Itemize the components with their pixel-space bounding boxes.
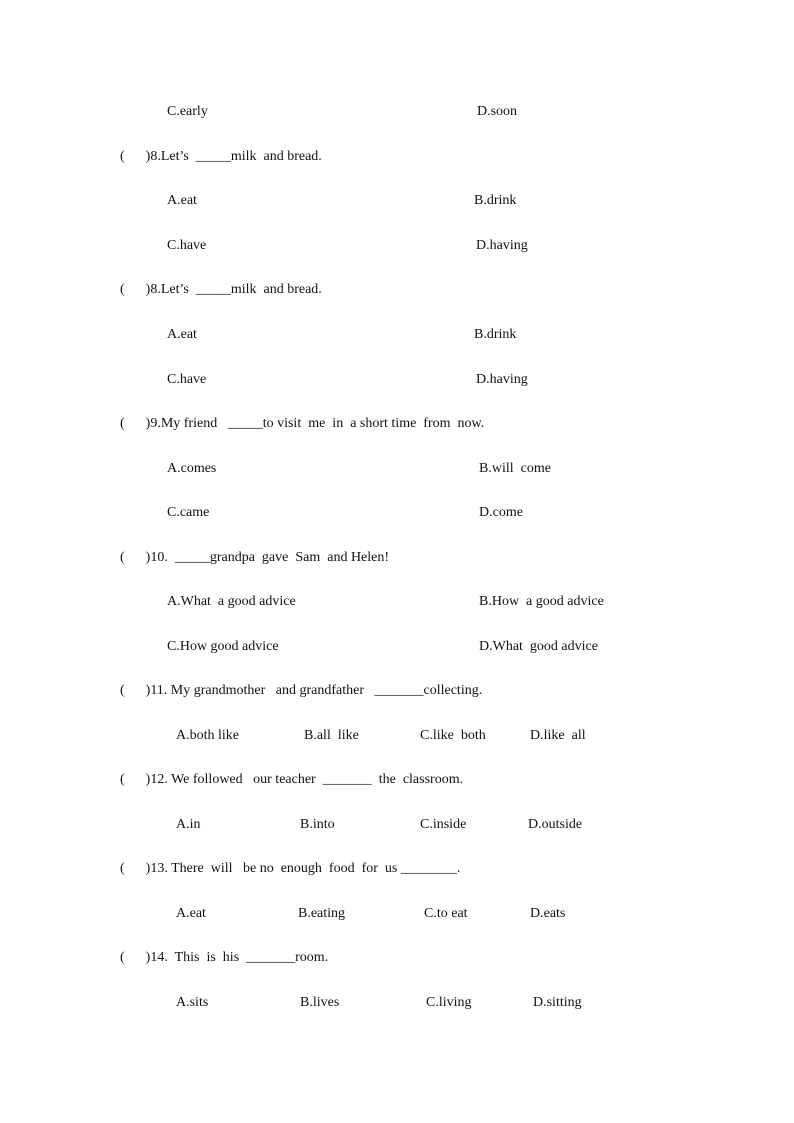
question-stem: ( )13. There will be no enough food for us ________. xyxy=(120,861,461,876)
option-d: D.outside xyxy=(528,817,583,832)
option-c: C.to eat xyxy=(424,906,468,921)
option-d: D.sitting xyxy=(533,995,582,1010)
option-a: A.What a good advice xyxy=(167,594,296,609)
option-c: C.came xyxy=(167,505,210,520)
option-d: D.like all xyxy=(530,728,586,743)
question-stem: ( )9.My friend _____to visit me in a short time from now. xyxy=(120,416,485,431)
option-d: D.What good advice xyxy=(479,639,598,654)
option-c: C.early xyxy=(167,104,208,119)
question-stem: ( )8.Let’s _____milk and bread. xyxy=(120,282,322,297)
option-a: A.in xyxy=(176,817,201,832)
option-a: A.both like xyxy=(176,728,239,743)
option-c: C.How good advice xyxy=(167,639,279,654)
option-c: C.have xyxy=(167,372,207,387)
option-c: C.inside xyxy=(420,817,467,832)
question-stem: ( )12. We followed our teacher _______ the classroom. xyxy=(120,772,464,787)
option-d: D.come xyxy=(479,505,523,520)
option-a: A.eat xyxy=(167,327,197,342)
option-a: A.eat xyxy=(167,193,197,208)
option-c: C.like both xyxy=(420,728,486,743)
question-stem: ( )10. _____grandpa gave Sam and Helen! xyxy=(120,550,390,565)
option-c: C.have xyxy=(167,238,207,253)
question-stem: ( )14. This is his _______room. xyxy=(120,950,329,965)
option-a: A.sits xyxy=(176,995,209,1010)
option-b: B.drink xyxy=(474,327,517,342)
option-a: A.comes xyxy=(167,461,217,476)
option-d: D.having xyxy=(476,372,528,387)
option-a: A.eat xyxy=(176,906,206,921)
question-stem: ( )11. My grandmother and grandfather _______collecting. xyxy=(120,683,483,698)
option-c: C.living xyxy=(426,995,472,1010)
option-b: B.all like xyxy=(304,728,359,743)
option-b: B.eating xyxy=(298,906,346,921)
option-b: B.into xyxy=(300,817,335,832)
option-b: B.drink xyxy=(474,193,517,208)
option-b: B.will come xyxy=(479,461,551,476)
option-d: D.soon xyxy=(477,104,518,119)
option-b: B.lives xyxy=(300,995,340,1010)
option-d: D.eats xyxy=(530,906,566,921)
option-d: D.having xyxy=(476,238,528,253)
question-stem: ( )8.Let’s _____milk and bread. xyxy=(120,149,322,164)
option-b: B.How a good advice xyxy=(479,594,604,609)
